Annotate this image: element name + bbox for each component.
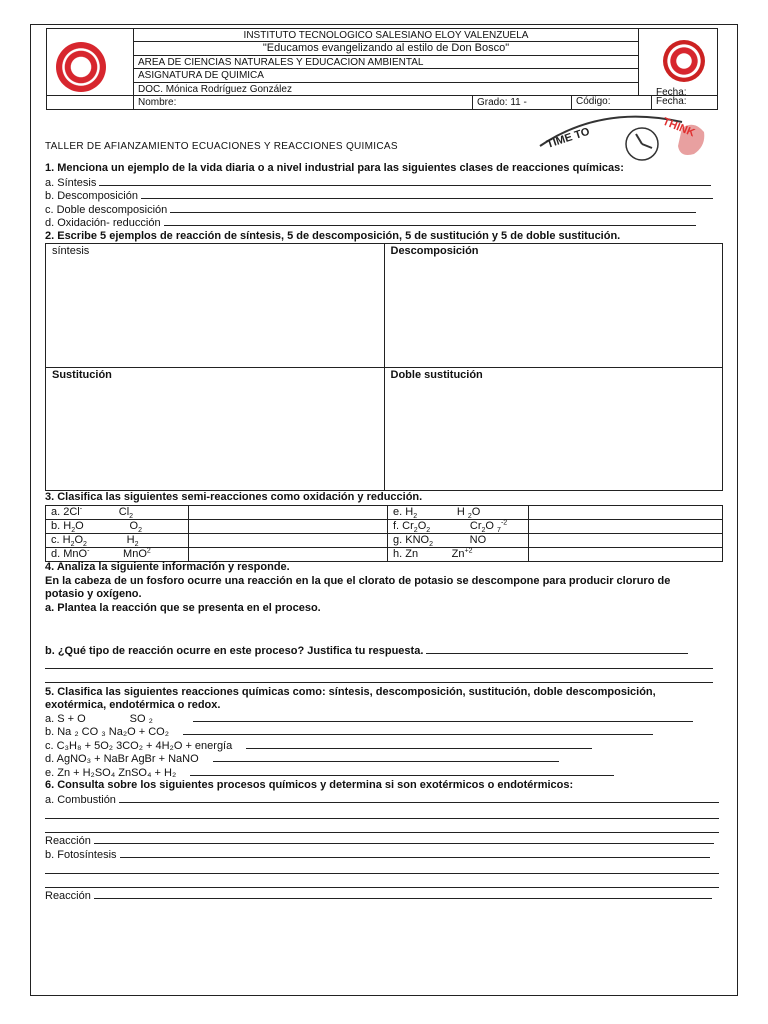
q3-e-answer[interactable] xyxy=(529,506,723,520)
q5-a-answer-line[interactable] xyxy=(193,712,693,722)
q3-g-answer[interactable] xyxy=(529,534,723,548)
q1-prompt: 1. Menciona un ejemplo de la vida diaria o a nivel industrial para las siguientes clases de reacciones químicas: xyxy=(45,162,624,174)
q1-b-answer-line[interactable] xyxy=(141,189,713,199)
q3-table xyxy=(45,505,723,562)
q6-reaction-b: Reacción xyxy=(45,889,712,903)
code-field[interactable]: Código: xyxy=(572,96,652,109)
q1-d-answer-line[interactable] xyxy=(164,216,696,226)
area-name: AREA DE CIENCIAS NATURALES Y EDUCACION AMBIENTAL xyxy=(134,56,639,69)
name-field[interactable]: Nombre: xyxy=(134,96,473,110)
q3-f-answer[interactable] xyxy=(529,520,723,534)
q3-prompt: 3. Clasifica las siguientes semi-reacciones como oxidación y reducción. xyxy=(45,491,423,503)
substitution-cell[interactable]: Sustitución xyxy=(46,367,385,491)
q6-a-answer-line[interactable] xyxy=(119,793,719,803)
q3-row-b: b. $H_2O$ $O_2$ xyxy=(46,520,189,534)
q5-reaction-e: e. Zn + H₂SO₄ ZnSO₄ + H₂ xyxy=(45,766,614,780)
q1-item-c: c. Doble descomposición xyxy=(45,203,696,217)
q5-c-answer-line[interactable] xyxy=(246,739,592,749)
q5-reaction-b: b. Na ₂ CO ₃ Na₂O + CO₂ xyxy=(45,725,653,739)
q6-reaction-a: Reacción xyxy=(45,834,714,848)
q6-reaction-a-line[interactable] xyxy=(94,834,714,844)
q5-d-answer-line[interactable] xyxy=(213,752,559,762)
q3-d-answer[interactable] xyxy=(189,548,388,562)
double-substitution-cell[interactable]: Doble sustitución xyxy=(384,367,723,491)
q4-a: a. Plantea la reacción que se presenta en el proceso. xyxy=(45,602,321,614)
q5-b-answer-line[interactable] xyxy=(183,725,653,735)
teacher-name: DOC. Mónica Rodríguez González xyxy=(134,83,639,96)
date-field[interactable]: Fecha: xyxy=(656,96,687,107)
q4-answer-line-3[interactable] xyxy=(45,682,713,683)
q5-reaction-d: d. AgNO₃ + NaBr AgBr + NaNO xyxy=(45,752,559,766)
svg-text:THINK: THINK xyxy=(660,115,697,140)
q3-row-f: f. $Cr_2O_2$ $Cr_2O$ $_7^{-2}$ xyxy=(388,520,529,534)
q4-b-answer-line[interactable] xyxy=(426,644,688,654)
motto: "Educamos evangelizando al estilo de Don Bosco" xyxy=(134,42,639,56)
synthesis-cell[interactable]: síntesis xyxy=(46,244,385,368)
q3-row-d: d. MnO- MnO$^2$ xyxy=(46,548,189,562)
q1-item-a: a. Síntesis xyxy=(45,176,711,190)
q5-reaction-a: a. S + O SO ₂ xyxy=(45,712,693,726)
grade-field[interactable]: Grado: 11 - xyxy=(473,96,572,110)
q1-c-answer-line[interactable] xyxy=(170,203,696,213)
school-seal xyxy=(663,40,705,82)
q6-b-line-2[interactable] xyxy=(45,873,719,874)
q6-photosynthesis: b. Fotosíntesis xyxy=(45,848,710,862)
q5-e-answer-line[interactable] xyxy=(190,766,614,776)
subject-name: ASIGNATURA DE QUIMICA xyxy=(134,69,639,83)
q3-row-c: c. $H_2O_2$ $H_2$ xyxy=(46,534,189,548)
q2-answer-grid xyxy=(45,243,723,491)
decomposition-cell[interactable]: Descomposición xyxy=(384,244,723,368)
q4-answer-line-2[interactable] xyxy=(45,668,713,669)
q3-row-a: a. 2Cl- $Cl_2$ xyxy=(46,506,189,520)
school-logo xyxy=(56,42,106,92)
q1-item-b: b. Descomposición xyxy=(45,189,713,203)
q4-prompt: 4. Analiza la siguiente información y responde. xyxy=(45,561,290,573)
q5-reaction-c: c. C₃H₈ + 5O₂ 3CO₂ + 4H₂O + energía xyxy=(45,739,592,753)
worksheet-title: TALLER DE AFIANZAMIENTO ECUACIONES Y REACCIONES QUIMICAS xyxy=(45,141,398,152)
header-table xyxy=(46,28,718,110)
q3-b-answer[interactable] xyxy=(189,520,388,534)
q6-combustion: a. Combustión xyxy=(45,793,719,807)
q6-b-answer-line[interactable] xyxy=(120,848,710,858)
q3-row-h: h. Zn $Zn^{+2}$ xyxy=(388,548,529,562)
q1-a-answer-line[interactable] xyxy=(99,176,711,186)
q3-row-e: e. $H_2$ H $_2$O xyxy=(388,506,529,520)
q4-text-line2: potasio y oxígeno. xyxy=(45,588,142,600)
q3-h-answer[interactable] xyxy=(529,548,723,562)
q6-a-line-2[interactable] xyxy=(45,818,719,819)
q3-row-g: g. $KNO_2$ NO xyxy=(388,534,529,548)
svg-text:TIME TO: TIME TO xyxy=(545,125,592,151)
time-to-think-badge xyxy=(532,108,718,168)
q4-b: b. ¿Qué tipo de reacción ocurre en este proceso? Justifica tu respuesta. xyxy=(45,644,688,658)
q6-a-line-3[interactable] xyxy=(45,832,719,833)
date-label: Fecha: xyxy=(656,87,687,98)
q4-text-line1: En la cabeza de un fosforo ocurre una reacción en la que el clorato de potasio se descompone para producir cloruro de xyxy=(45,575,671,587)
q5-prompt-line1: 5. Clasifica las siguientes reacciones químicas como: síntesis, descomposición, sustitución, doble descomposición, xyxy=(45,686,656,698)
q6-b-line-3[interactable] xyxy=(45,887,719,888)
q3-c-answer[interactable] xyxy=(189,534,388,548)
q6-prompt: 6. Consulta sobre los siguientes procesos químicos y determina si son exotérmicos o endotérmicos: xyxy=(45,779,574,791)
q1-item-d: d. Oxidación- reducción xyxy=(45,216,696,230)
institution-name: INSTITUTO TECNOLOGICO SALESIANO ELOY VALENZUELA xyxy=(134,29,639,42)
q5-prompt-line2: exotérmica, endotérmica o redox. xyxy=(45,699,221,711)
q2-prompt: 2. Escribe 5 ejemplos de reacción de síntesis, 5 de descomposición, 5 de sustitución y 5 de doble sustitución. xyxy=(45,230,621,242)
q6-reaction-b-line[interactable] xyxy=(94,889,712,899)
q3-a-answer[interactable] xyxy=(189,506,388,520)
